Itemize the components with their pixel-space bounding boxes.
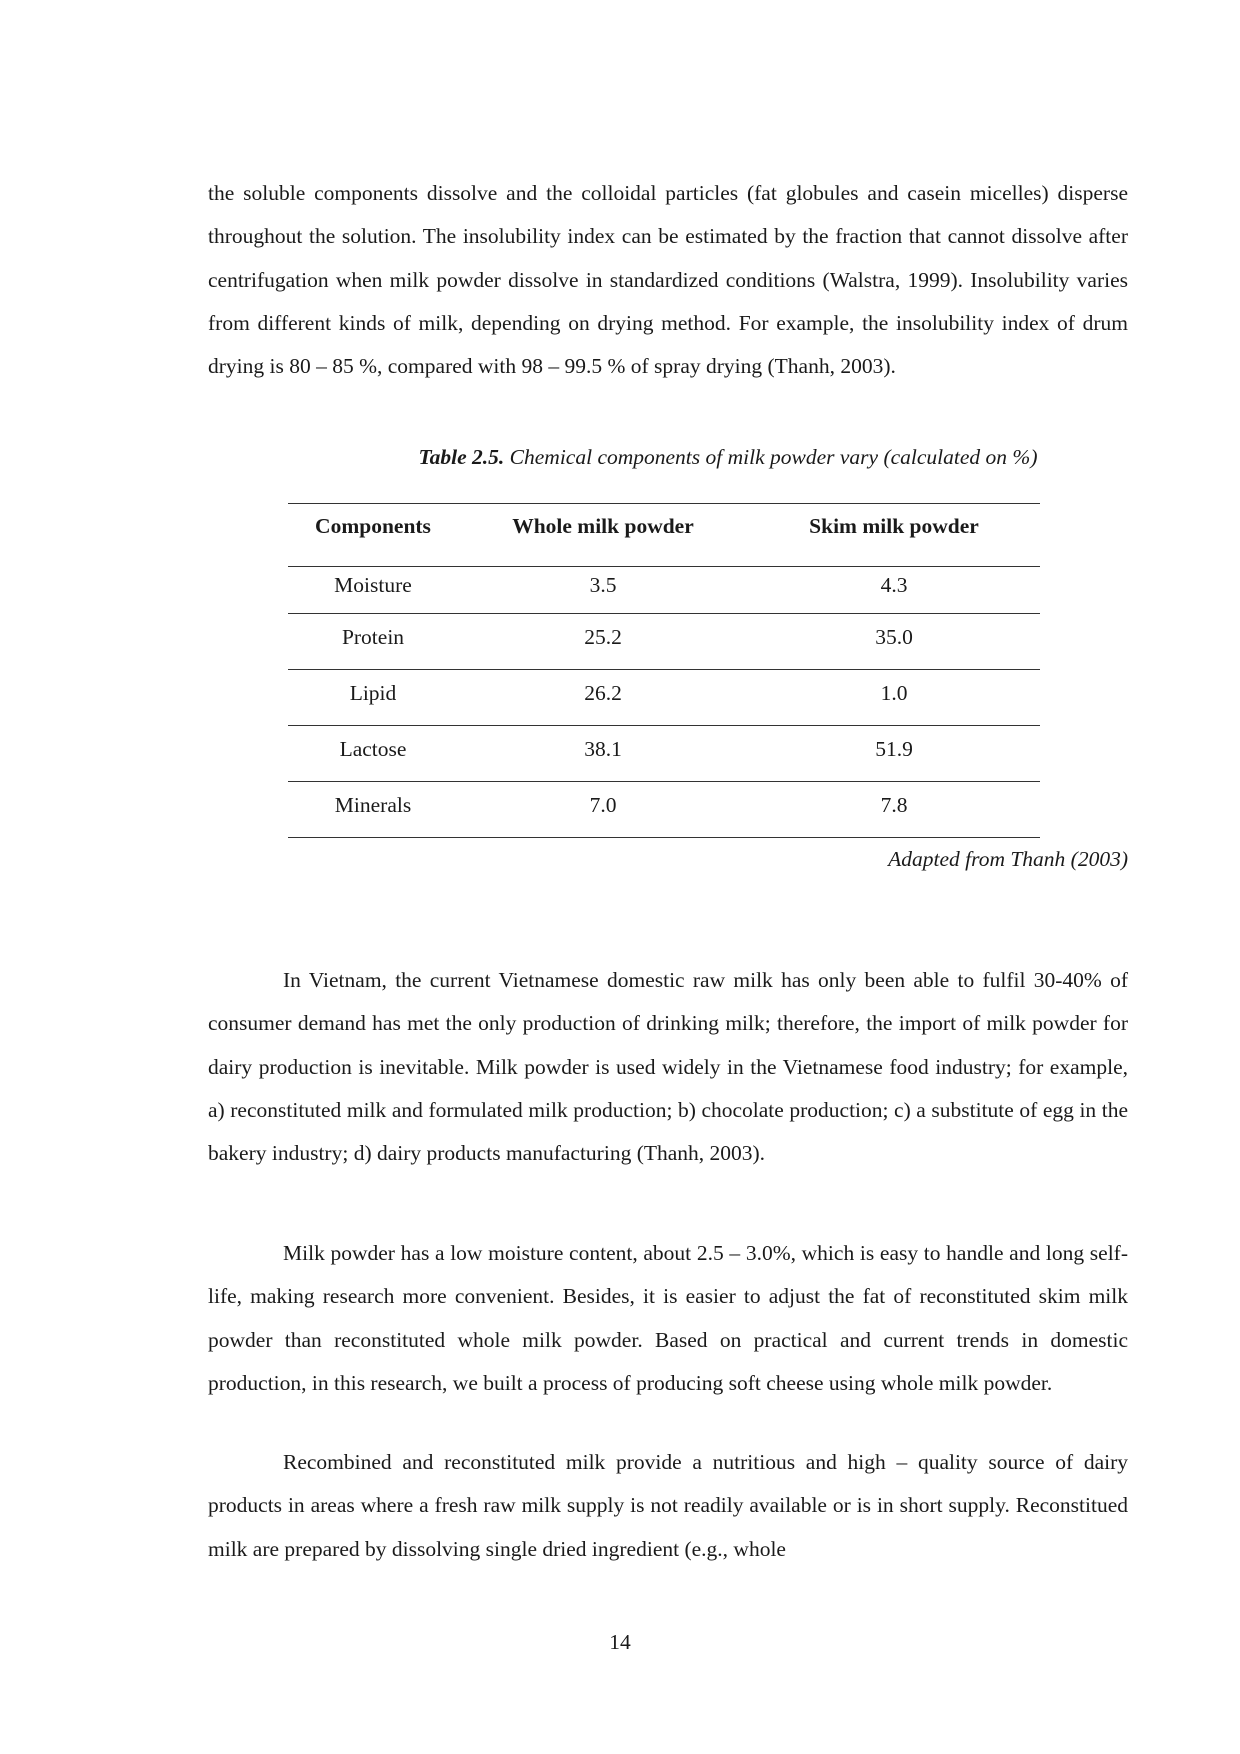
table-cell-component: Protein bbox=[288, 614, 458, 670]
table-cell-skim: 7.8 bbox=[748, 782, 1040, 838]
table-cell-component: Minerals bbox=[288, 782, 458, 838]
column-header-skim-milk-powder: Skim milk powder bbox=[748, 504, 1040, 567]
table-row bbox=[288, 726, 1040, 782]
table-row bbox=[288, 614, 1040, 670]
table-header-row bbox=[288, 504, 1040, 567]
paragraph-insolubility: the soluble components dissolve and the colloidal particles (fat globules and casein micelles) disperse throughout the solution. The insolubility index can be estimated by the fraction that cannot dissolve after centrifugation when milk powder dissolve in standardized conditions (Walstra, 1999). Insolubility varies from different kinds of milk, depending on drying method. For example, the insolubility index of drum drying is 80 – 85 %, compared with 98 – 99.5 % of spray drying (Thanh, 2003). bbox=[208, 181, 1128, 379]
table-cell-skim: 35.0 bbox=[748, 614, 1040, 670]
table-cell-component: Lactose bbox=[288, 726, 458, 782]
table-cell-whole: 26.2 bbox=[458, 670, 748, 726]
page-number: 14 bbox=[609, 1630, 631, 1654]
table-row bbox=[288, 567, 1040, 614]
table-cell-whole: 3.5 bbox=[458, 567, 748, 614]
table-cell-component: Moisture bbox=[288, 567, 458, 614]
table-row bbox=[288, 782, 1040, 838]
table-caption-text: Chemical components of milk powder vary (calculated on %) bbox=[504, 445, 1038, 469]
table-cell-skim: 51.9 bbox=[748, 726, 1040, 782]
paragraph-moisture-content: Milk powder has a low moisture content, about 2.5 – 3.0%, which is easy to handle and long self-life, making research more convenient. Besides, it is easier to adjust the fat of reconstituted skim milk powder than reconstituted whole milk powder. Based on practical and current trends in domestic production, in this research, we built a process of producing soft cheese using whole milk powder. bbox=[208, 1241, 1128, 1395]
table-caption bbox=[208, 445, 1240, 470]
table-cell-skim: 1.0 bbox=[748, 670, 1040, 726]
table-cell-whole: 7.0 bbox=[458, 782, 748, 838]
table-source-note: Adapted from Thanh (2003) bbox=[888, 847, 1128, 871]
column-header-whole-milk-powder: Whole milk powder bbox=[458, 504, 748, 567]
paragraph-vietnam-milk: In Vietnam, the current Vietnamese domestic raw milk has only been able to fulfil 30-40% of consumer demand has met the only production of drinking milk; therefore, the import of milk powder for dairy production is inevitable. Milk powder is used widely in the Vietnamese food industry; for example, a) reconstituted milk and formulated milk production; b) chocolate production; c) a substitute of egg in the bakery industry; d) dairy products manufacturing (Thanh, 2003). bbox=[208, 968, 1128, 1166]
table-cell-skim: 4.3 bbox=[748, 567, 1040, 614]
table-caption-label: Table 2.5. bbox=[418, 445, 505, 469]
paragraph-recombined-milk: Recombined and reconstituted milk provide a nutritious and high – quality source of dairy products in areas where a fresh raw milk supply is not readily available or is in short supply. Reconstitued milk are prepared by dissolving single dried ingredient (e.g., whole bbox=[208, 1450, 1128, 1561]
table-cell-whole: 38.1 bbox=[458, 726, 748, 782]
table-cell-whole: 25.2 bbox=[458, 614, 748, 670]
milk-powder-components-table bbox=[288, 503, 1040, 838]
table-row bbox=[288, 670, 1040, 726]
column-header-components: Components bbox=[288, 504, 458, 567]
table-cell-component: Lipid bbox=[288, 670, 458, 726]
